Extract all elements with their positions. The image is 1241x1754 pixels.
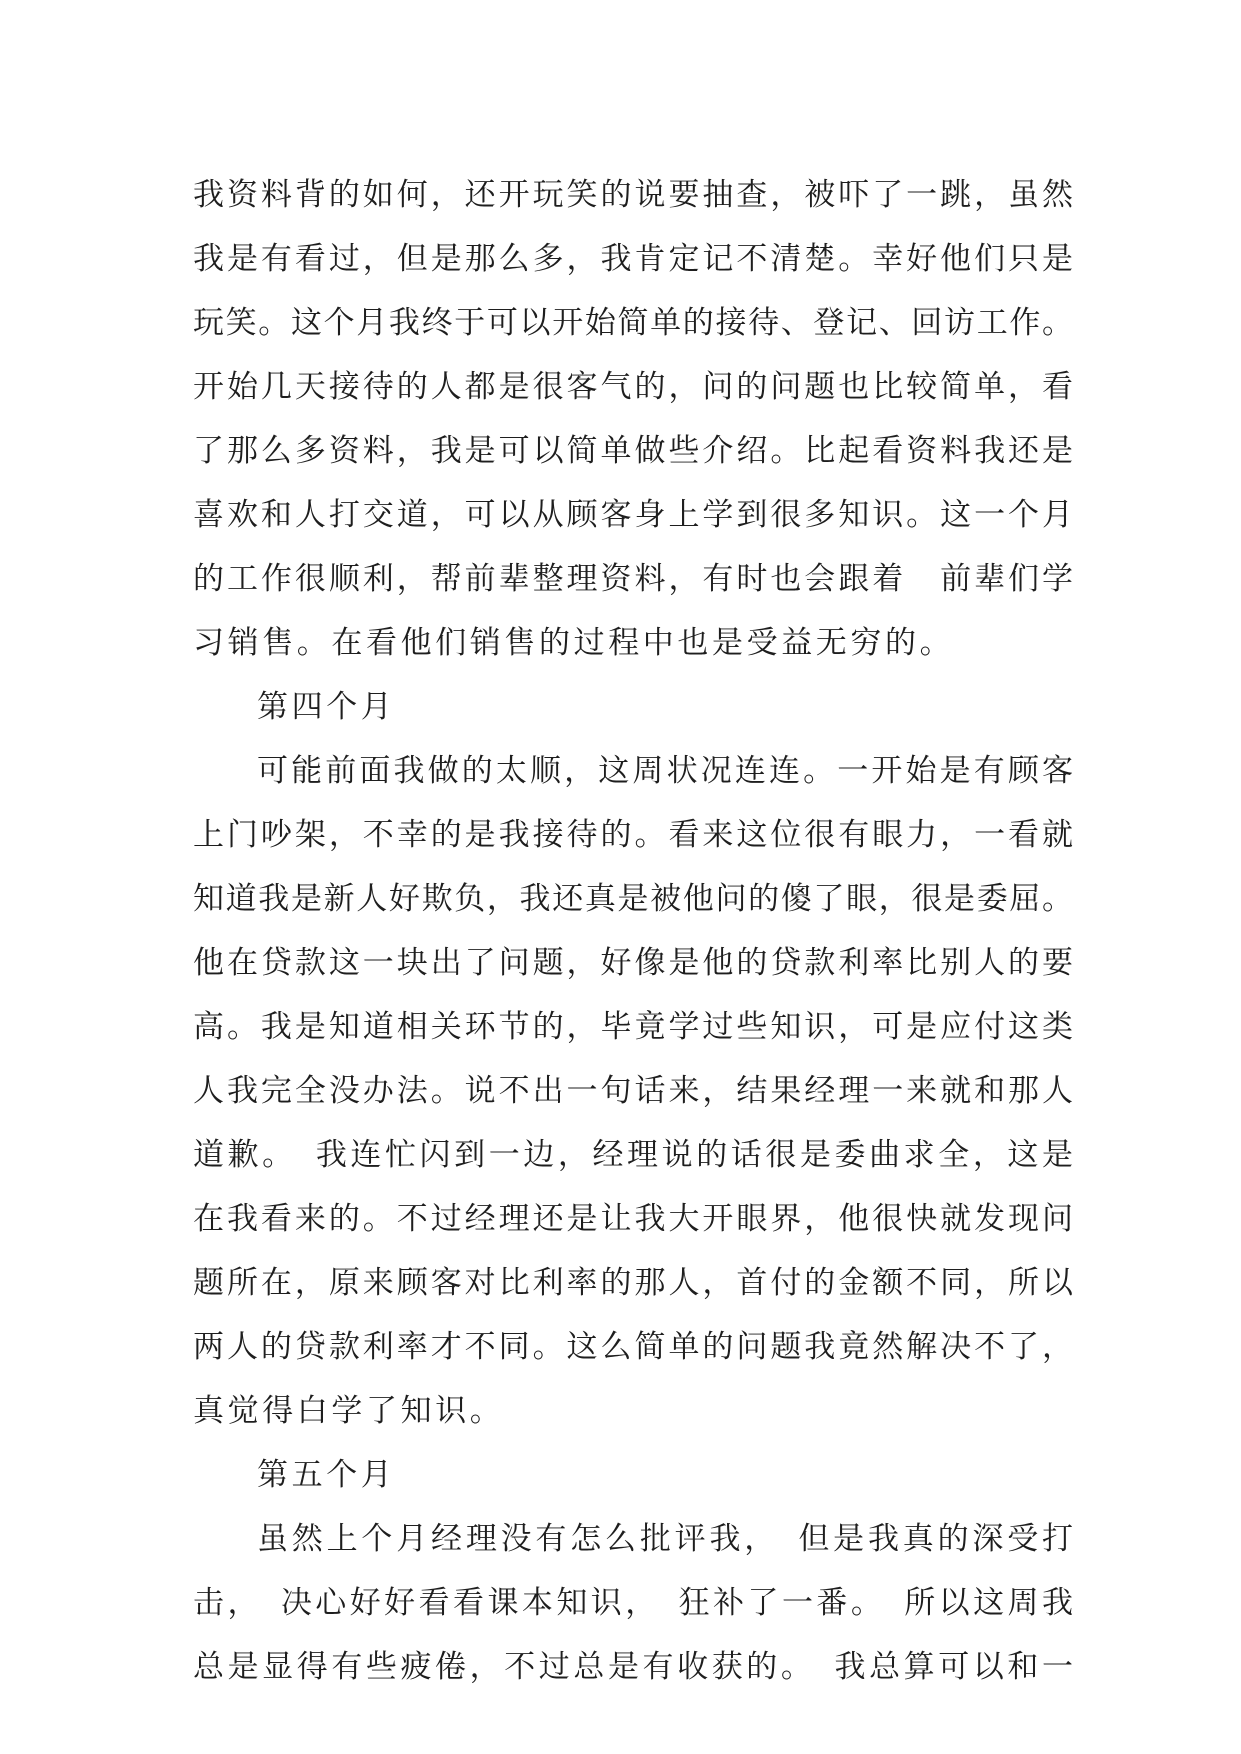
text-line: 了那么多资料，我是可以简单做些介绍。比起看资料我还是	[193, 433, 1073, 469]
text-line: 玩笑。这个月我终于可以开始简单的接待、登记、回访工作。	[193, 305, 1073, 341]
section-heading: 第四个月	[257, 689, 396, 725]
text-line: 上门吵架，不幸的是我接待的。看来这位很有眼力，一看就	[193, 817, 1073, 853]
text-line: 人我完全没办法。说不出一句话来，结果经理一来就和那人	[193, 1073, 1073, 1109]
text-line: 喜欢和人打交道，可以从顾客身上学到很多知识。这一个月	[193, 497, 1073, 533]
text-line: 开始几天接待的人都是很客气的，问的问题也比较简单，看	[193, 369, 1073, 405]
text-line: 的工作很顺利，帮前辈整理资料，有时也会跟着 前辈们学	[193, 561, 1073, 597]
text-line: 题所在，原来顾客对比利率的那人，首付的金额不同，所以	[193, 1265, 1073, 1301]
text-line: 我是有看过，但是那么多，我肯定记不清楚。幸好他们只是	[193, 241, 1073, 277]
body-text	[193, 163, 1073, 1699]
text-line: 虽然上个月经理没有怎么批评我， 但是我真的深受打	[257, 1521, 1073, 1557]
text-line: 他在贷款这一块出了问题，好像是他的贷款利率比别人的要	[193, 945, 1073, 981]
text-line: 我资料背的如何，还开玩笑的说要抽查，被吓了一跳，虽然	[193, 177, 1073, 213]
text-line: 道歉。 我连忙闪到一边，经理说的话很是委曲求全，这是	[193, 1137, 1073, 1173]
text-line: 击， 决心好好看看课本知识， 狂补了一番。 所以这周我	[193, 1585, 1073, 1621]
text-line: 总是显得有些疲倦，不过总是有收获的。 我总算可以和一	[193, 1649, 1073, 1685]
text-line: 习销售。在看他们销售的过程中也是受益无穷的。	[193, 625, 955, 661]
text-line: 在我看来的。不过经理还是让我大开眼界，他很快就发现问	[193, 1201, 1073, 1237]
text-line: 高。我是知道相关环节的，毕竟学过些知识，可是应付这类	[193, 1009, 1073, 1045]
text-line: 可能前面我做的太顺，这周状况连连。一开始是有顾客	[257, 753, 1073, 789]
text-line: 真觉得白学了知识。	[193, 1393, 505, 1429]
section-heading: 第五个月	[257, 1457, 396, 1493]
text-line: 知道我是新人好欺负，我还真是被他问的傻了眼，很是委屈。	[193, 881, 1073, 917]
text-line: 两人的贷款利率才不同。这么简单的问题我竟然解决不了，	[193, 1329, 1073, 1365]
